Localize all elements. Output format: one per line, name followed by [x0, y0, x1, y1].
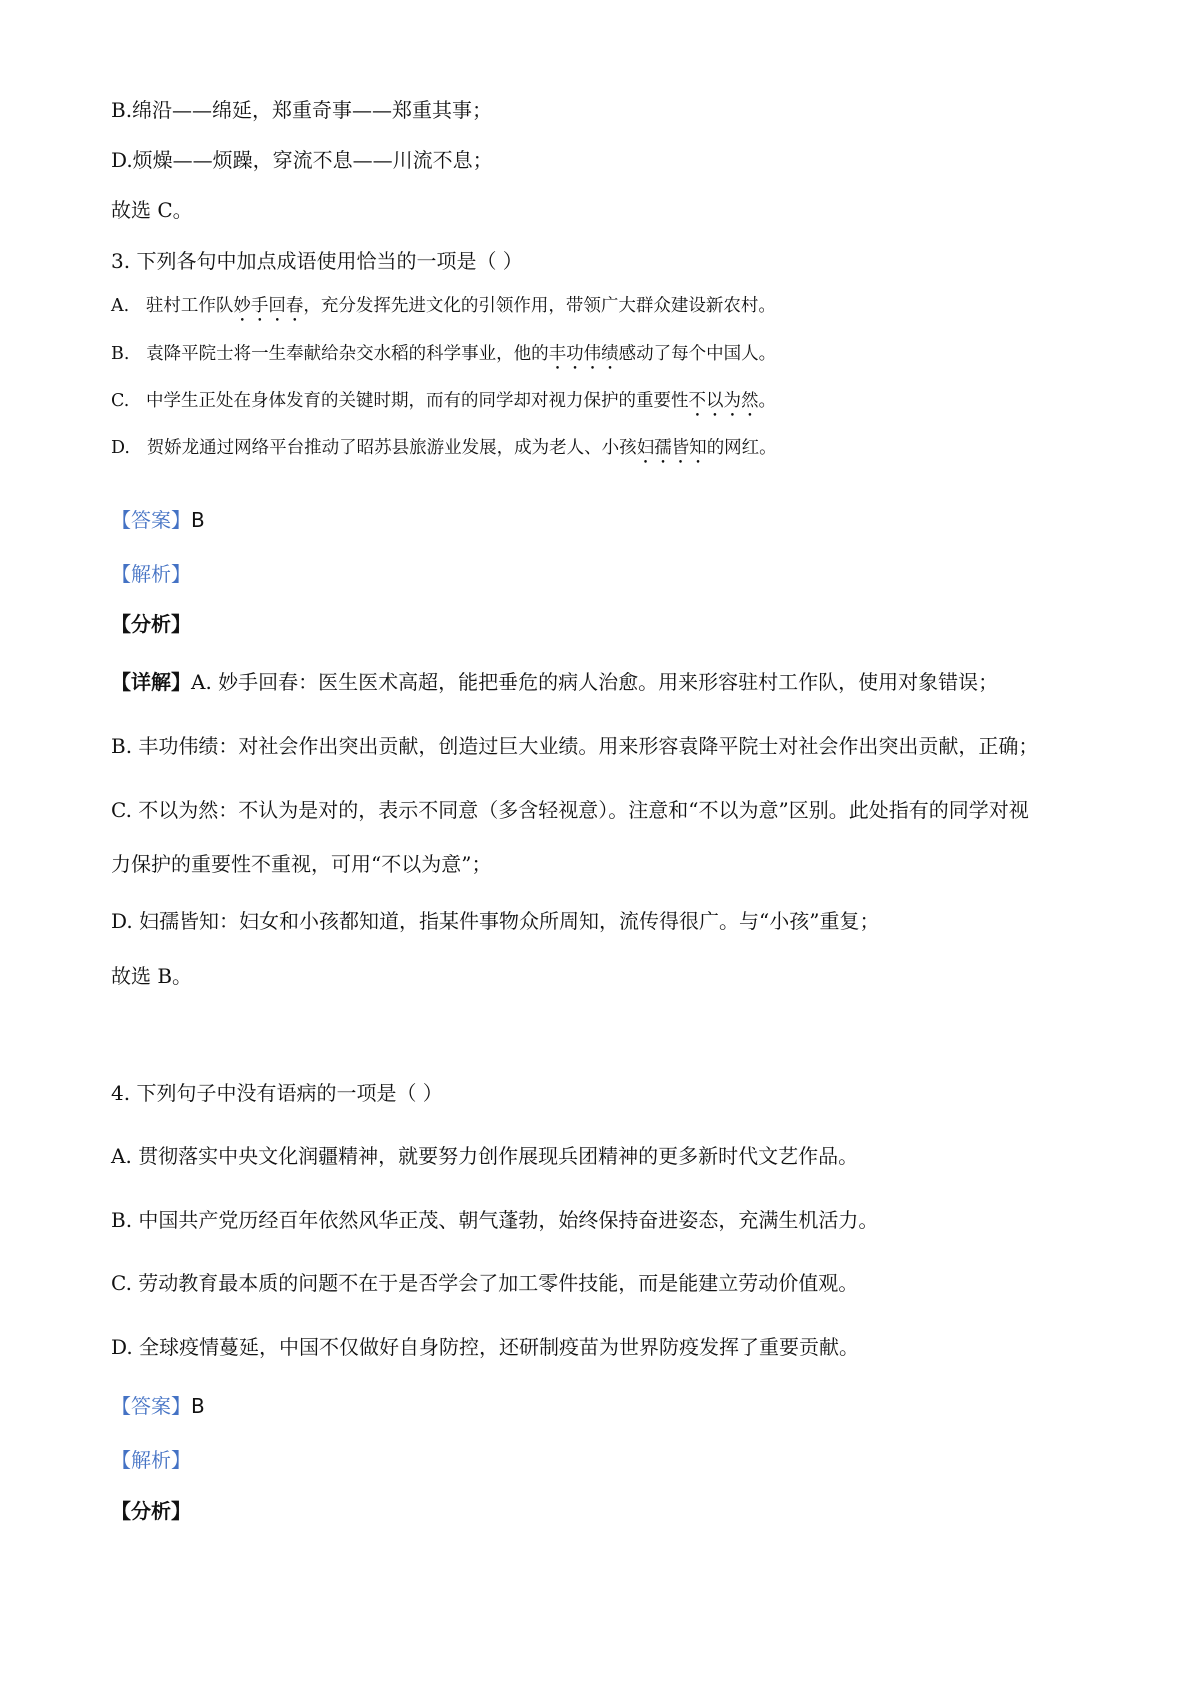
q4-answer	[111, 1392, 205, 1420]
option-text-pre: 驻村工作队	[145, 296, 234, 316]
q2-option-d-correction: D.烦燥——烦躁，穿流不息——川流不息；	[111, 148, 493, 172]
option-label: C.	[111, 391, 130, 411]
q4-stem: 4. 下列句子中没有语病的一项是（ ）	[111, 1081, 443, 1105]
q4-analysis-tag: 【解析】	[111, 1448, 191, 1472]
q4-option-b: B. 中国共产党历经百年依然风华正茂、朝气蓬勃，始终保持奋进姿态，充满生机活力。	[111, 1208, 879, 1232]
q3-detail-c-line1: C. 不以为然：不认为是对的，表示不同意（多含轻视意）。注意和“不以为意”区别。此处指有的同学对视	[111, 798, 1029, 822]
option-text-pre: 袁降平院士将一生奉献给杂交水稻的科学事业，他的	[146, 344, 549, 364]
option-label: D.	[111, 438, 130, 458]
option-label: B.	[111, 344, 130, 364]
q4-option-c: C. 劳动教育最本质的问题不在于是否学会了加工零件技能，而是能建立劳动价值观。	[111, 1271, 859, 1295]
q4-fenxi-tag: 【分析】	[111, 1499, 191, 1523]
q2-conclusion: 故选 C。	[111, 198, 193, 222]
q3-option-b	[111, 340, 776, 374]
q3-option-c	[111, 387, 776, 421]
option-text-post: ，充分发挥先进文化的引领作用，带领广大群众建设新农村。	[303, 296, 776, 316]
answer-tag: 【答案】	[111, 508, 191, 532]
option-text-post: 的网红。	[706, 438, 777, 458]
answer-tag: 【答案】	[111, 1394, 191, 1418]
q3-detail-c-line2: 力保护的重要性不重视，可用“不以为意”；	[111, 852, 492, 876]
answer-value: B	[191, 508, 205, 532]
q4-option-d: D. 全球疫情蔓延，中国不仅做好自身防控，还研制疫苗为世界防疫发挥了重要贡献。	[111, 1335, 860, 1359]
q3-stem: 3. 下列各句中加点成语使用恰当的一项是（ ）	[111, 249, 523, 273]
dotted-idiom: 妇孺皆知	[636, 438, 707, 458]
detail-tag: 【详解】	[111, 670, 191, 694]
q3-option-d	[111, 434, 777, 468]
q3-conclusion: 故选 B。	[111, 964, 193, 988]
option-text-post: 。	[758, 391, 777, 411]
q2-option-b-correction: B.绵沿——绵延，郑重奇事——郑重其事；	[111, 98, 493, 122]
q3-detail-a	[111, 668, 998, 696]
dotted-idiom: 丰功伟绩	[548, 344, 619, 364]
q3-answer	[111, 506, 205, 534]
q3-option-a	[111, 292, 776, 326]
q3-detail-b: B. 丰功伟绩：对社会作出突出贡献，创造过巨大业绩。用来形容袁降平院士对社会作出突出贡献，正确；	[111, 734, 1039, 758]
answer-value: B	[191, 1394, 205, 1418]
option-text-pre: 中学生正处在身体发育的关键时期，而有的同学却对视力保护的重要性	[146, 391, 689, 411]
q3-detail-d: D. 妇孺皆知：妇女和小孩都知道，指某件事物众所周知，流传得很广。与“小孩”重复；	[111, 909, 880, 933]
q3-fenxi-tag: 【分析】	[111, 612, 191, 636]
detail-text: A. 妙手回春：医生医术高超，能把垂危的病人治愈。用来形容驻村工作队，使用对象错误；	[191, 670, 999, 694]
option-text-pre: 贺娇龙通过网络平台推动了昭苏县旅游业发展，成为老人、小孩	[146, 438, 637, 458]
q4-option-a: A. 贯彻落实中央文化润疆精神，就要努力创作展现兵团精神的更多新时代文艺作品。	[111, 1144, 859, 1168]
option-text-post: 感动了每个中国人。	[618, 344, 777, 364]
dotted-idiom: 妙手回春	[233, 296, 304, 316]
dotted-idiom: 不以为然	[688, 391, 759, 411]
option-label: A.	[111, 296, 130, 316]
q3-analysis-tag: 【解析】	[111, 562, 191, 586]
